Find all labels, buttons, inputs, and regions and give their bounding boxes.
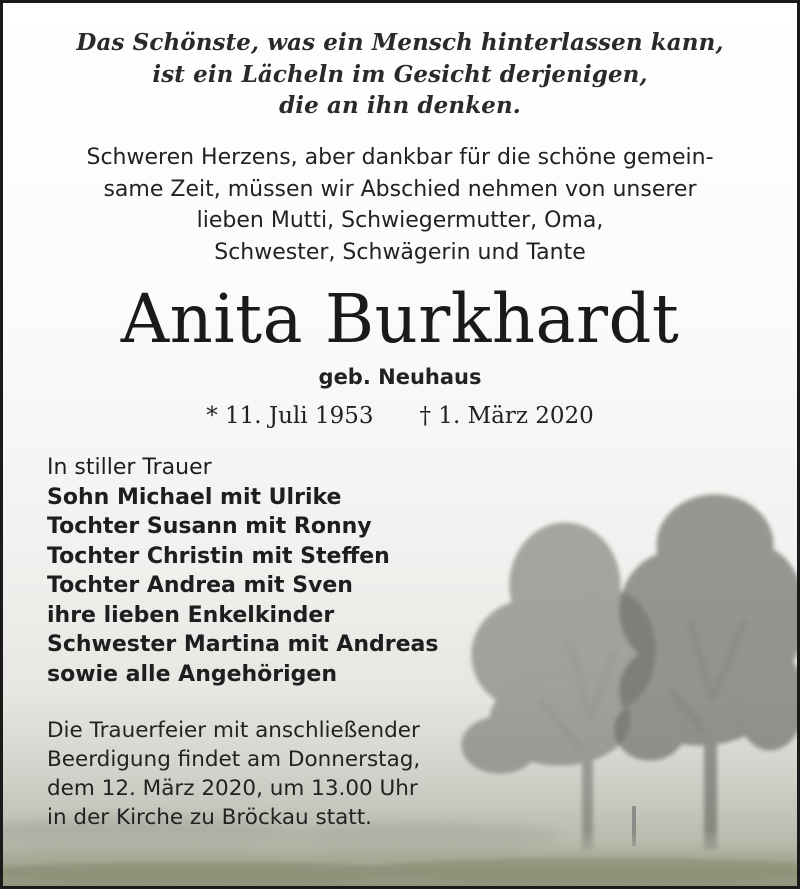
deceased-name: Anita Burkhardt: [120, 280, 680, 358]
service-line: Die Trauerfeier mit anschließender: [47, 718, 420, 743]
mourner-entry: Tochter Susann mit Ronny: [47, 514, 372, 539]
mourner-entry: Tochter Andrea mit Sven: [47, 573, 353, 598]
quote-line: ist ein Lächeln im Gesicht derjenigen,: [152, 60, 648, 88]
service-line: Beerdigung findet am Donnerstag,: [47, 747, 421, 772]
mourner-entry: Sohn Michael mit Ulrike: [47, 484, 342, 510]
maiden-name: geb. Neuhaus: [318, 365, 482, 389]
funeral-service-info: [47, 716, 420, 832]
life-dates: [0, 400, 800, 432]
quote-line: Das Schönste, was ein Mensch hinterlassen kann,: [76, 29, 724, 56]
service-line: in der Kirche zu Bröckau statt.: [47, 805, 372, 830]
mourner-entry: Tochter Christin mit Steffen: [47, 543, 390, 569]
service-line: dem 12. März 2020, um 13.00 Uhr: [47, 776, 418, 801]
mourners-list: [47, 453, 438, 689]
intro-line: lieben Mutti, Schwiegermutter, Oma,: [196, 208, 604, 233]
intro-line: same Zeit, müssen wir Abschied nehmen von unserer: [103, 176, 697, 202]
mourner-entry: sowie alle Angehörigen: [47, 661, 338, 687]
death-date: † 1. März 2020: [419, 403, 594, 429]
mourner-entry: ihre lieben Enkelkinder: [47, 602, 335, 628]
birth-date: * 11. Juli 1953: [206, 403, 374, 429]
intro-text: [40, 142, 760, 268]
intro-line: Schweren Herzens, aber dankbar für die schöne gemein-: [86, 145, 714, 170]
mourners-lead: In stiller Trauer: [47, 455, 212, 480]
intro-line: Schwester, Schwägerin und Tante: [214, 239, 586, 265]
quote-line: die an ihn denken.: [279, 92, 521, 119]
memorial-quote: [60, 27, 740, 122]
mourner-entry: Schwester Martina mit Andreas: [47, 632, 439, 657]
